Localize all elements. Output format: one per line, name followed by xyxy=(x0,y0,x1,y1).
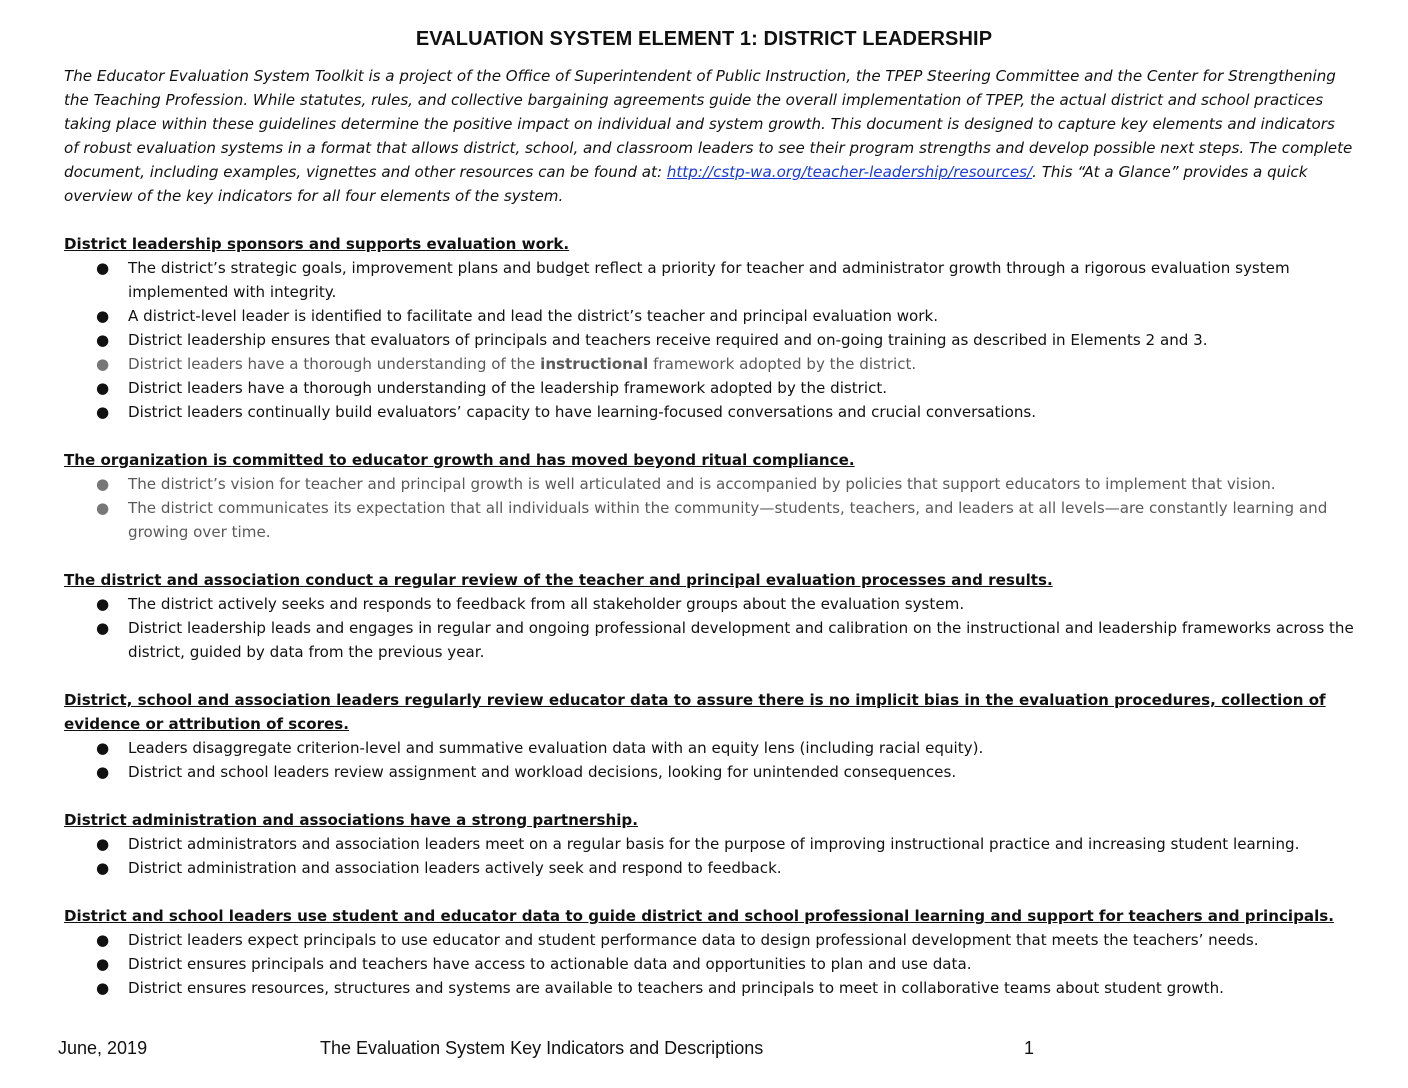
bullet-icon: ● xyxy=(96,859,110,877)
page-title: EVALUATION SYSTEM ELEMENT 1: DISTRICT LEADERSHIP xyxy=(415,28,993,50)
indicator-section xyxy=(64,568,1354,664)
indicator-list xyxy=(64,256,1354,424)
indicator-item xyxy=(64,856,1354,880)
indicator-item xyxy=(64,928,1354,952)
bullet-icon: ● xyxy=(96,475,110,493)
section-heading: The organization is committed to educator growth and has moved beyond ritual compliance. xyxy=(64,451,855,469)
intro-text: The Educator Evaluation System Toolkit is a project of the Office of Superintendent of Public Instruction, the TPEP Steering Committee and the Center for Strengthening the Teaching Profession. While statutes, rules, and collective bargaining agreements guide the overall implementation of TPEP, the actual district and school practices taking place within these guidelines determine the positive impact on individual and system growth. This document is designed to capture key elements and indicators of robust evaluation systems in a format that allows district, school, and classroom leaders to see their program strengths and develop possible next steps. The complete document, including examples, vignettes and other resources can be found at: xyxy=(64,67,1353,181)
section-heading: District, school and association leaders regularly review educator data to assure there is no implicit bias in the evaluation procedures, collection of evidence or attribution of scores. xyxy=(64,691,1326,733)
indicator-list xyxy=(64,928,1354,1000)
bullet-icon: ● xyxy=(96,403,110,421)
indicator-text: District ensures principals and teachers have access to actionable data and opportunities to plan and use data. xyxy=(128,955,972,973)
indicator-emphasis: instructional xyxy=(540,355,649,373)
indicator-item xyxy=(64,256,1354,304)
indicator-text: District leadership leads and engages in regular and ongoing professional development and calibration on the instructional and leadership frameworks across the district, guided by data from the previous year. xyxy=(128,619,1354,661)
bullet-icon: ● xyxy=(96,307,110,325)
bullet-icon: ● xyxy=(96,979,110,997)
indicator-section xyxy=(64,232,1354,424)
resources-link[interactable]: http://cstp-wa.org/teacher-leadership/resources/ xyxy=(666,163,1033,181)
footer-document-title: The Evaluation System Key Indicators and Descriptions xyxy=(320,1038,764,1058)
indicator-item xyxy=(64,832,1354,856)
intro-paragraph xyxy=(64,64,1354,208)
indicator-text: District leaders continually build evaluators’ capacity to have learning-focused conversations and crucial conversations. xyxy=(128,403,1037,421)
indicator-text: District leaders expect principals to use educator and student performance data to design professional development that meets the teachers’ needs. xyxy=(128,931,1259,949)
indicator-item xyxy=(64,760,1354,784)
section-heading: The district and association conduct a regular review of the teacher and principal evaluation processes and results. xyxy=(64,571,1053,589)
bullet-icon: ● xyxy=(96,763,110,781)
section-heading: District administration and associations have a strong partnership. xyxy=(64,811,638,829)
indicator-list xyxy=(64,592,1354,664)
section-heading: District leadership sponsors and supports evaluation work. xyxy=(64,235,570,253)
indicator-list xyxy=(64,472,1354,544)
indicator-text: District ensures resources, structures and systems are available to teachers and principals to meet in collaborative teams about student growth. xyxy=(128,979,1224,997)
indicator-text: framework adopted by the district. xyxy=(648,355,917,373)
indicator-item xyxy=(64,736,1354,760)
indicator-item xyxy=(64,976,1354,1000)
indicator-text: The district communicates its expectation that all individuals within the community—students, teachers, and leaders at all levels—are constantly learning and growing over time. xyxy=(128,499,1328,541)
indicator-text: District administrators and association leaders meet on a regular basis for the purpose of improving instructional practice and increasing student learning. xyxy=(128,835,1300,853)
indicator-section xyxy=(64,808,1354,880)
bullet-icon: ● xyxy=(96,259,110,277)
indicator-item xyxy=(64,376,1354,400)
indicator-text: The district actively seeks and responds to feedback from all stakeholder groups about the evaluation system. xyxy=(128,595,965,613)
bullet-icon: ● xyxy=(96,379,110,397)
bullet-icon: ● xyxy=(96,499,110,517)
indicator-section xyxy=(64,688,1354,784)
indicator-item xyxy=(64,592,1354,616)
indicator-text: District leaders have a thorough understanding of the leadership framework adopted by the district. xyxy=(128,379,888,397)
section-heading: District and school leaders use student and educator data to guide district and school professional learning and support for teachers and principals. xyxy=(64,907,1334,925)
indicator-item xyxy=(64,496,1354,544)
indicator-text: The district’s strategic goals, improvement plans and budget reflect a priority for teacher and administrator growth through a rigorous evaluation system implemented with integrity. xyxy=(128,259,1290,301)
indicator-item xyxy=(64,952,1354,976)
bullet-icon: ● xyxy=(96,739,110,757)
indicator-list xyxy=(64,736,1354,784)
indicator-sections xyxy=(64,232,1354,1024)
footer-date: June, 2019 xyxy=(58,1038,148,1058)
indicator-text: District administration and association leaders actively seek and respond to feedback. xyxy=(128,859,782,877)
indicator-text: Leaders disaggregate criterion-level and summative evaluation data with an equity lens (including racial equity). xyxy=(128,739,984,757)
bullet-icon: ● xyxy=(96,355,110,373)
indicator-item xyxy=(64,472,1354,496)
indicator-section xyxy=(64,448,1354,544)
indicator-item xyxy=(64,400,1354,424)
indicator-item xyxy=(64,616,1354,664)
bullet-icon: ● xyxy=(96,595,110,613)
indicator-text: A district-level leader is identified to facilitate and lead the district’s teacher and principal evaluation work. xyxy=(128,307,939,325)
bullet-icon: ● xyxy=(96,331,110,349)
indicator-section xyxy=(64,904,1354,1000)
bullet-icon: ● xyxy=(96,619,110,637)
intro-text-end: . This “At a Glance” provides a quick overview of the key indicators for all four elements of the system. xyxy=(64,163,1308,205)
indicator-list xyxy=(64,832,1354,880)
bullet-icon: ● xyxy=(96,955,110,973)
indicator-item xyxy=(64,304,1354,328)
bullet-icon: ● xyxy=(96,931,110,949)
indicator-text: District leadership ensures that evaluators of principals and teachers receive required and on-going training as described in Elements 2 and 3. xyxy=(128,331,1208,349)
indicator-item xyxy=(64,352,1354,376)
indicator-item xyxy=(64,328,1354,352)
indicator-text: District and school leaders review assignment and workload decisions, looking for unintended consequences. xyxy=(128,763,957,781)
bullet-icon: ● xyxy=(96,835,110,853)
footer-page-number: 1 xyxy=(1024,1038,1035,1058)
indicator-text: The district’s vision for teacher and principal growth is well articulated and is accompanied by policies that support educators to implement that vision. xyxy=(128,475,1276,493)
indicator-text: District leaders have a thorough understanding of the xyxy=(128,355,541,373)
